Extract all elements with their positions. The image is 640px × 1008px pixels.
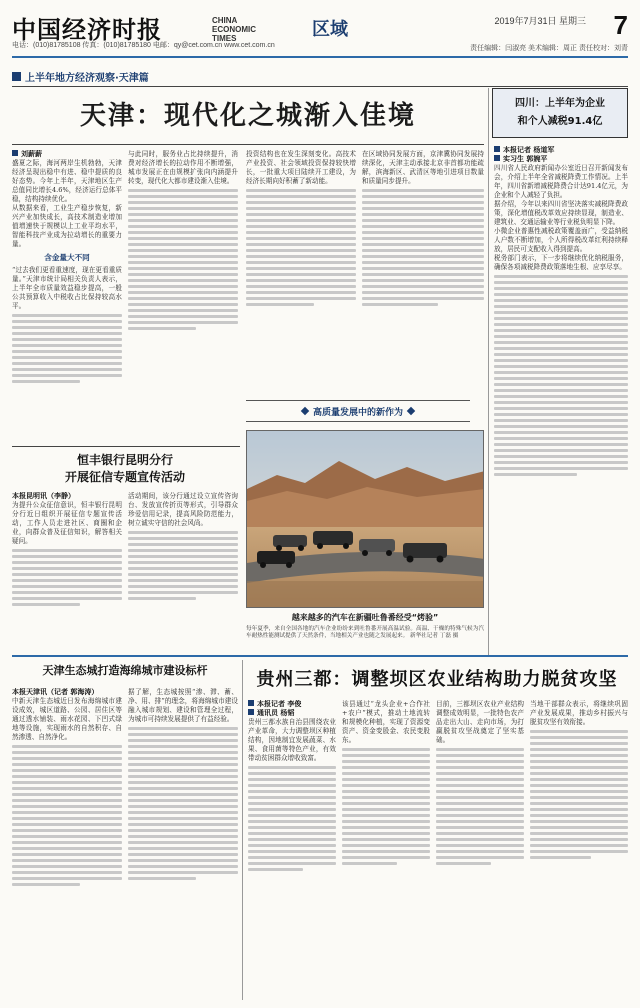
story3-paragraph: 中新天津生态城近日发布海绵城市建设成效，城区道路、公园、居住区等通过透水铺装、雨水花园、下凹式绿地等设施，实现雨水的自然积存、自然渗透、自然净化。 [12,697,122,741]
story3-paragraph: 据了解，生态城按照“渗、滞、蓄、净、用、排”的理念，将海绵城市建设融入城市规划、建设和管理全过程，为城市可持续发展提供了有益经验。 [128,688,238,723]
divider [12,446,240,447]
square-bullet-icon [494,155,500,161]
side-story-paragraph: 据介绍，今年以来四川省坚决落实减税降费政策，深化增值税改革效应持续显现，制造业、建筑业、交通运输业等行业税负明显下降。 [494,200,628,226]
story4-byline-2: 通讯员 杨韬 [248,709,336,718]
masthead [12,10,628,58]
news-photo-cars-desert [246,430,484,608]
story1-column-2 [128,150,238,442]
series-banner-text: 上半年地方经济观察·天津篇 [25,73,149,84]
side-story-paragraph: 小微企业普惠性减税政策覆盖面广，受益纳税人户数不断增加，个人所得税改革红利持续释放，居民可支配收入得到提高。 [494,227,628,253]
story2-paragraph: 为提升公众征信意识，恒丰银行昆明分行近日组织开展征信专题宣传活动，工作人员走进社区、商圈和企业，向群众普及征信知识，解答相关疑问。 [12,501,122,545]
divider [12,655,628,657]
divider [12,86,628,87]
column-divider [488,88,489,656]
sidebar-headline-line1: 四川：上半年为企业 [515,98,605,109]
column-divider [242,660,243,1000]
story4-headline: 贵州三都：调整坝区农业结构助力脱贫攻坚 [256,669,618,690]
story2-paragraph: 活动期间，该分行通过设立宣传咨询台、发放宣传折页等形式，引导群众珍爱信用记录，提高风险防范能力，树立诚实守信的社会风尚。 [128,492,238,527]
story2-headline: 恒丰银行昆明分行 开展征信专题宣传活动 [64,453,185,484]
side-story-byline: 本报记者 杨道军 [494,146,628,155]
story4-paragraph: 该县通过“龙头企业+合作社+农户”模式，推动土地流转和规模化种植，实现了资源变资产、资金变股金、农民变股东。 [342,700,430,744]
story2-column-2 [128,492,238,650]
story1-headline: 天津：现代化之城渐入佳境 [79,101,416,131]
side-story-paragraph: 税务部门表示，下一步将继续优化纳税服务，确保各项减税降费政策落地生根、应享尽享。 [494,254,628,271]
editor-credits: 责任编辑：闫淑亮 美术编辑：周正 责任校对：刘青 [470,45,628,52]
story1-paragraph: 盛夏之际，海河两岸生机勃勃，天津经济呈现出稳中有进、稳中提质的良好态势。今年上半年，天津地区生产总值同比增长4.6%，经济运行总体平稳，结构持续优化。 [12,159,122,203]
contact-line: 电话：(010)81785108 传真：(010)81785180 电邮：qy@cet.com.cn www.cet.com.cn [12,42,275,49]
page-number: 7 [613,10,628,40]
story1-column-4 [362,150,484,396]
story3-column-1 [12,688,122,1000]
diamond-icon [407,407,415,415]
square-bullet-icon [12,72,21,81]
story1-column-1 [12,150,122,442]
story2-column-1 [12,492,122,650]
square-bullet-icon [494,146,500,152]
story4-paragraph: 目前，三都坝区农业产业结构调整成效明显，一批特色农产品走出大山、走向市场，为打赢脱贫攻坚战奠定了坚实基础。 [436,700,524,744]
square-bullet-icon [248,700,254,706]
story1-subheading: 含金量大不同 [44,253,90,262]
story2-byline: 本报昆明讯（李静） [12,492,75,500]
sidebar-headline-line2: 和个人减税91.4亿 [517,116,603,127]
photo-caption: 每年夏季，来自全国各地的汽车企业纷纷来到吐鲁番开展高温试验。高温、干燥的特殊气候为汽车耐热性能测试提供了天然条件，当地相关产业也随之发展起来。 新华社记者 丁磊 摄 [246,626,484,639]
story3-column-2 [128,688,238,1000]
story1-column-3 [246,150,356,396]
story1-paragraph: 在区域协同发展方面，京津冀协同发展持续深化，天津主动承接北京非首都功能疏解，滨海新区、武清区等地引进项目数量和质量同步提升。 [362,150,484,185]
divider [12,144,484,145]
sidebar-headline-box [492,88,628,138]
story4-column-1 [248,700,336,1000]
story1-byline: 刘薪薪 [12,150,122,159]
newspaper-logo-english: CHINA ECONOMIC TIMES [212,16,256,43]
pull-quote: 高质量发展中的新作为 [246,400,470,422]
story4-column-2 [342,700,430,1000]
publication-date: 2019年7月31日 星期三 [494,16,586,26]
square-bullet-icon [12,150,18,156]
side-story-byline-2: 实习生 郭婉平 [494,155,628,164]
story4-paragraph: 当地干部群众表示，将继续巩固产业发展成果，推动乡村振兴与脱贫攻坚有效衔接。 [530,700,628,726]
story4-byline: 本报记者 李俊 [248,700,336,709]
story1-paragraph: 从数据来看，工业生产稳步恢复，新兴产业加快成长，高技术制造业增加值增速快于规模以上工业平均水平，智能科技产业成为拉动增长的重要力量。 [12,204,122,248]
story4-column-4 [530,700,628,1000]
story3-byline: 本报天津讯（记者 郭海涛） [12,688,99,696]
story3-headline: 天津生态城打造海绵城市建设标杆 [42,664,208,677]
newspaper-logo: 中国经济时报 [12,15,162,44]
series-banner [12,66,628,82]
square-bullet-icon [248,709,254,715]
section-title: 区域 [312,19,348,40]
story1-paragraph: “过去我们更看重速度，现在更看重质量。”天津市统计局相关负责人表示，上半年全市质量效益稳步提高，一般公共预算收入中税收占比保持较高水平。 [12,266,122,310]
side-story-column [494,146,628,652]
story1-paragraph: 与此同时，服务业占比持续提升，消费对经济增长的拉动作用不断增强，城市发展正在由规模扩张向内涵提升转变，现代化大都市建设渐入佳境。 [128,150,238,185]
diamond-icon [301,407,309,415]
story1-paragraph: 投资结构也在发生深刻变化。高技术产业投资、社会领域投资保持较快增长，一批重大项目陆续开工建设，为经济长期向好积蓄了新动能。 [246,150,356,185]
story4-paragraph: 贵州三都水族自治县围绕农业产业革命，大力调整坝区种植结构，因地制宜发展蔬菜、水果、食用菌等特色产业，有效带动贫困群众增收致富。 [248,718,336,762]
photo-caption-title: 越来越多的汽车在新疆吐鲁番经受“烤验” [291,613,439,622]
side-story-paragraph: 四川省人民政府新闻办公室近日召开新闻发布会，介绍上半年全省减税降费工作情况。上半年，四川省新增减税降费合计达91.4亿元，为企业和个人减轻了负担。 [494,164,628,199]
story4-column-3 [436,700,524,1000]
